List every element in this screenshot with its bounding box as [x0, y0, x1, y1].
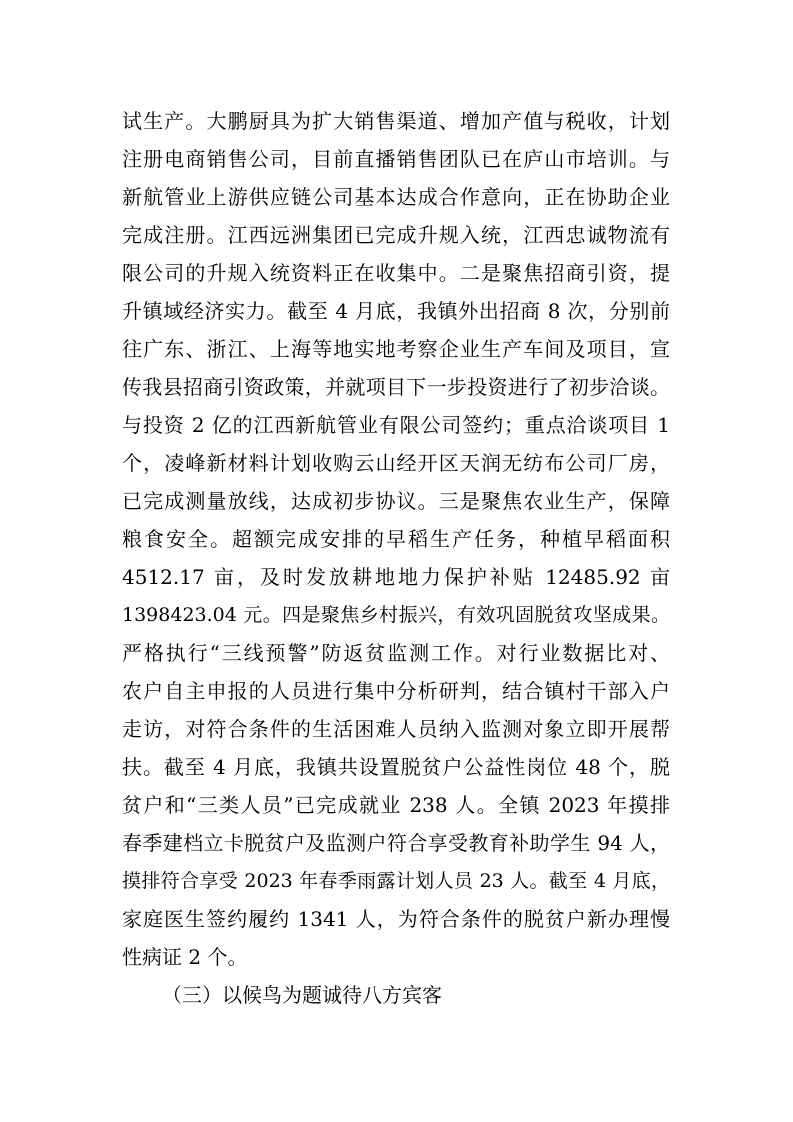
paragraph-line: 粮食安全。超额完成安排的早稻生产任务，种植早稻面积: [122, 527, 670, 551]
paragraph-line: 与投资 2 亿的江西新航管业有限公司签约；重点洽谈项目 1: [122, 413, 670, 437]
paragraph-line: 家庭医生签约履约 1341 人，为符合条件的脱贫户新办理慢: [122, 907, 670, 931]
paragraph-line: 严格执行“三线预警”防返贫监测工作。对行业数据比对、: [122, 641, 670, 665]
paragraph-line: 扶。截至 4 月底，我镇共设置脱贫户公益性岗位 48 个，脱: [122, 755, 670, 779]
paragraph-line-last: 性病证 2 个。: [122, 945, 248, 969]
paragraph-line: 传我县招商引资政策，并就项目下一步投资进行了初步洽谈。: [122, 375, 670, 399]
paragraph-line: 新航管业上游供应链公司基本达成合作意向，正在协助企业: [122, 185, 670, 209]
paragraph-line: 完成注册。江西远洲集团已完成升规入统，江西忠诚物流有: [122, 223, 670, 247]
paragraph-line: 限公司的升规入统资料正在收集中。二是聚焦招商引资，提: [122, 261, 670, 285]
paragraph-line: 升镇域经济实力。截至 4 月底，我镇外出招商 8 次，分别前: [122, 299, 670, 323]
paragraph-line: 贫户和“三类人员”已完成就业 238 人。全镇 2023 年摸排: [122, 793, 670, 817]
paragraph-line: 1398423.04 元。四是聚焦乡村振兴，有效巩固脱贫攻坚成果。: [122, 604, 670, 626]
paragraph-line: 农户自主申报的人员进行集中分析研判，结合镇村干部入户: [122, 679, 670, 703]
paragraph-line: 已完成测量放线，达成初步协议。三是聚焦农业生产，保障: [122, 489, 670, 513]
paragraph-line: 试生产。大鹏厨具为扩大销售渠道、增加产值与税收，计划: [122, 109, 670, 133]
paragraph-line: 摸排符合享受 2023 年春季雨露计划人员 23 人。截至 4 月底，: [122, 870, 670, 892]
paragraph-line: 个，凌峰新材料计划收购云山经开区天润无纺布公司厂房，: [122, 451, 670, 475]
section-heading: （三）以候鸟为题诚待八方宾客: [162, 983, 442, 1007]
paragraph-line: 注册电商销售公司，目前直播销售团队已在庐山市培训。与: [122, 147, 670, 171]
paragraph-line: 春季建档立卡脱贫户及监测户符合享受教育补助学生 94 人，: [122, 831, 670, 855]
paragraph-line: 走访，对符合条件的生活困难人员纳入监测对象立即开展帮: [122, 717, 670, 741]
paragraph-line: 往广东、浙江、上海等地实地考察企业生产车间及项目，宣: [122, 337, 670, 361]
paragraph-line: 4512.17 亩，及时发放耕地地力保护补贴 12485.92 亩: [122, 565, 670, 589]
